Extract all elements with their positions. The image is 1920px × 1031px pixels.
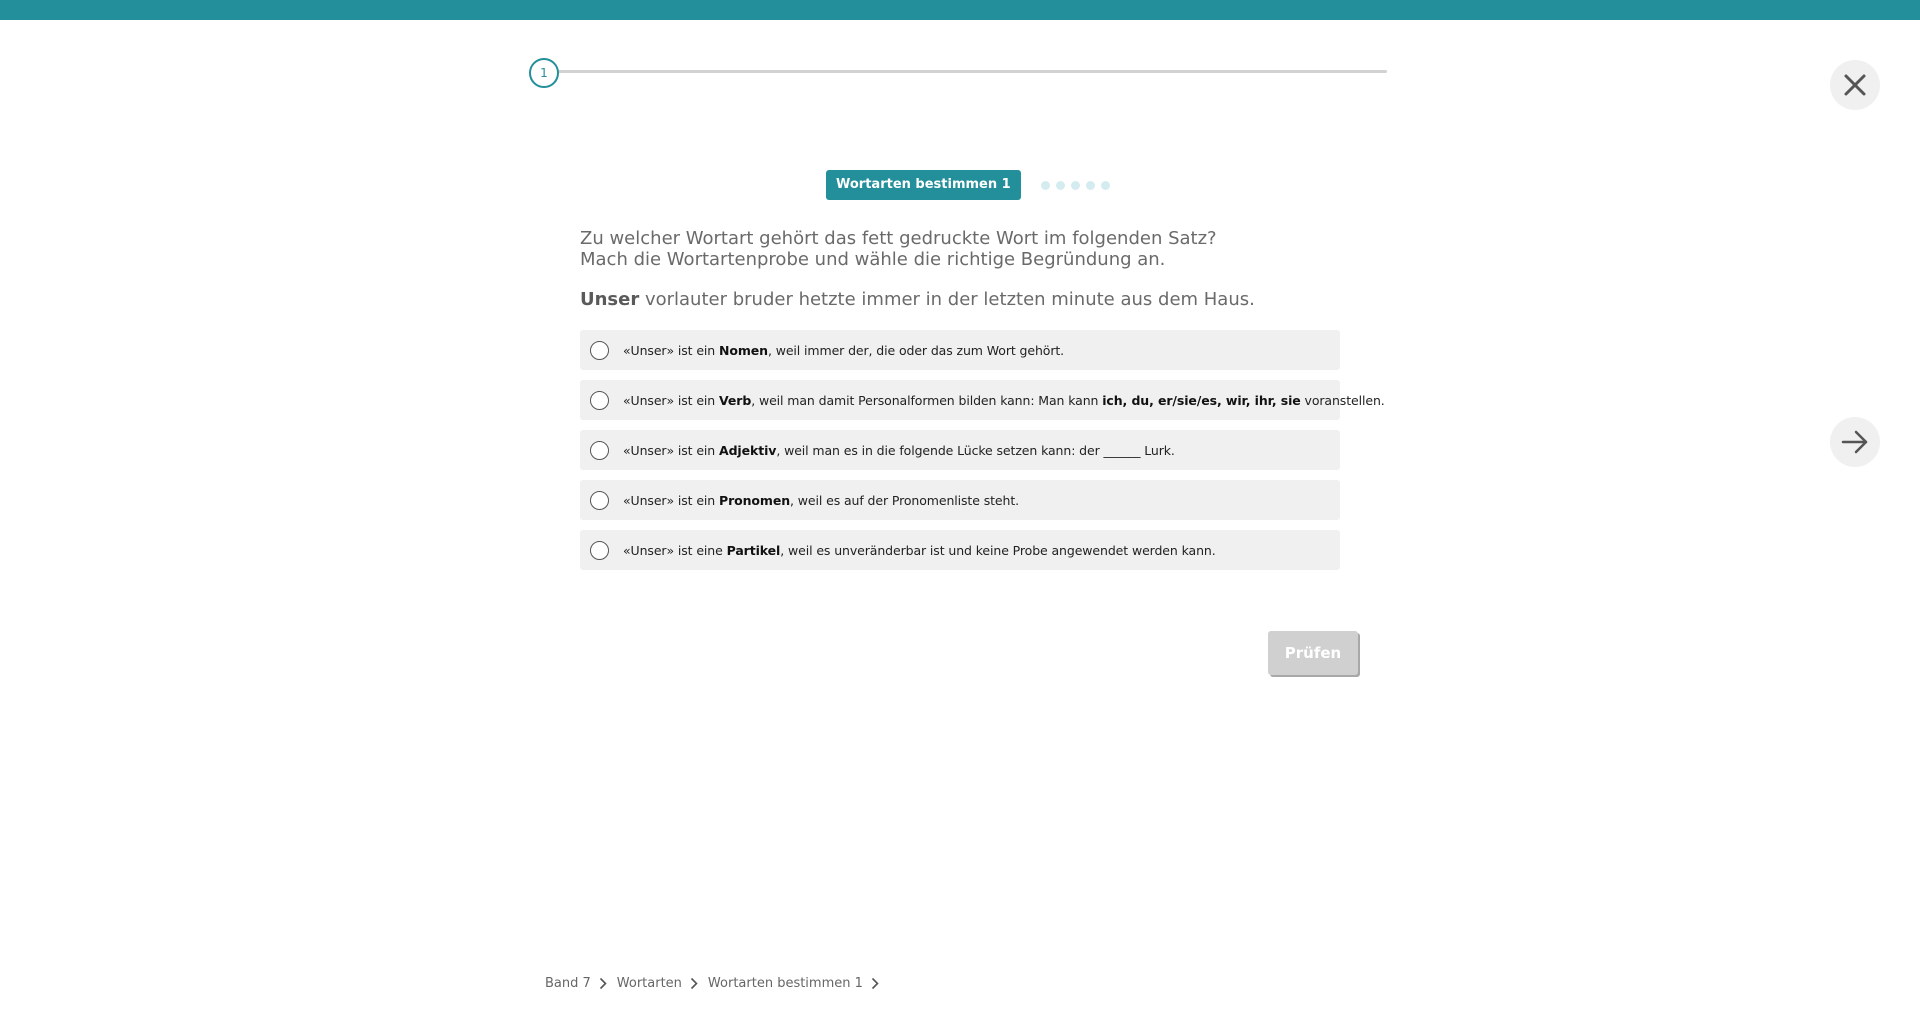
exercise-dot[interactable] <box>1056 181 1065 190</box>
close-button[interactable] <box>1830 60 1880 110</box>
progress-track <box>529 58 1391 90</box>
answer-option-nomen[interactable] <box>580 330 1340 370</box>
breadcrumb-item-exercise[interactable]: Wortarten bestimmen 1 <box>707 976 863 991</box>
close-icon <box>1842 72 1868 98</box>
chevron-right-icon <box>690 977 698 990</box>
radio-button[interactable] <box>590 441 609 460</box>
sentence-rest: vorlauter bruder hetzte immer in der letzten minute aus dem Haus. <box>639 289 1255 310</box>
option-label: «Unser» ist ein Adjektiv, weil man es in die folgende Lücke setzen kann: der ______ Lurk. <box>623 442 1175 458</box>
example-sentence <box>580 289 1340 310</box>
target-word: Unser <box>580 289 640 310</box>
progress-line <box>545 70 1387 73</box>
question-text <box>580 228 1340 270</box>
radio-button[interactable] <box>590 491 609 510</box>
exercise-header <box>826 170 1116 200</box>
question-line-2: Mach die Wortartenprobe und wähle die richtige Begründung an. <box>580 249 1166 270</box>
exercise-dot[interactable] <box>1086 181 1095 190</box>
exercise-dot[interactable] <box>1101 181 1110 190</box>
exercise-dots <box>1041 181 1116 190</box>
question-line-1: Zu welcher Wortart gehört das fett gedruckte Wort im folgenden Satz? <box>580 228 1217 249</box>
arrow-right-icon <box>1840 427 1870 457</box>
option-label: «Unser» ist ein Pronomen, weil es auf der Pronomenliste steht. <box>623 492 1019 508</box>
chevron-right-icon <box>871 977 879 990</box>
exercise-dot[interactable] <box>1041 181 1050 190</box>
radio-button[interactable] <box>590 341 609 360</box>
answer-options <box>580 330 1385 580</box>
answer-option-adjektiv[interactable] <box>580 430 1340 470</box>
breadcrumb-item-band[interactable]: Band 7 <box>545 976 591 991</box>
option-label: «Unser» ist ein Nomen, weil immer der, die oder das zum Wort gehört. <box>623 342 1065 358</box>
exercise-title-badge: Wortarten bestimmen 1 <box>826 170 1021 200</box>
radio-button[interactable] <box>590 541 609 560</box>
option-label: «Unser» ist ein Verb, weil man damit Personalformen bilden kann: Man kann ich, du, er/sie/es, wir, ihr, sie voranstellen. <box>623 392 1385 408</box>
chevron-right-icon <box>599 977 607 990</box>
check-button[interactable]: Prüfen <box>1268 631 1358 675</box>
next-button[interactable] <box>1830 417 1880 467</box>
answer-option-pronomen[interactable] <box>580 480 1340 520</box>
radio-button[interactable] <box>590 391 609 410</box>
exercise-dot[interactable] <box>1071 181 1080 190</box>
progress-step-current[interactable]: 1 <box>529 58 559 88</box>
answer-option-verb[interactable] <box>580 380 1385 420</box>
option-label: «Unser» ist eine Partikel, weil es unveränderbar ist und keine Probe angewendet werden kann. <box>623 542 1216 558</box>
breadcrumb-item-wortarten[interactable]: Wortarten <box>616 976 682 991</box>
answer-option-partikel[interactable] <box>580 530 1340 570</box>
top-accent-bar <box>0 0 1920 20</box>
breadcrumb <box>545 976 889 991</box>
